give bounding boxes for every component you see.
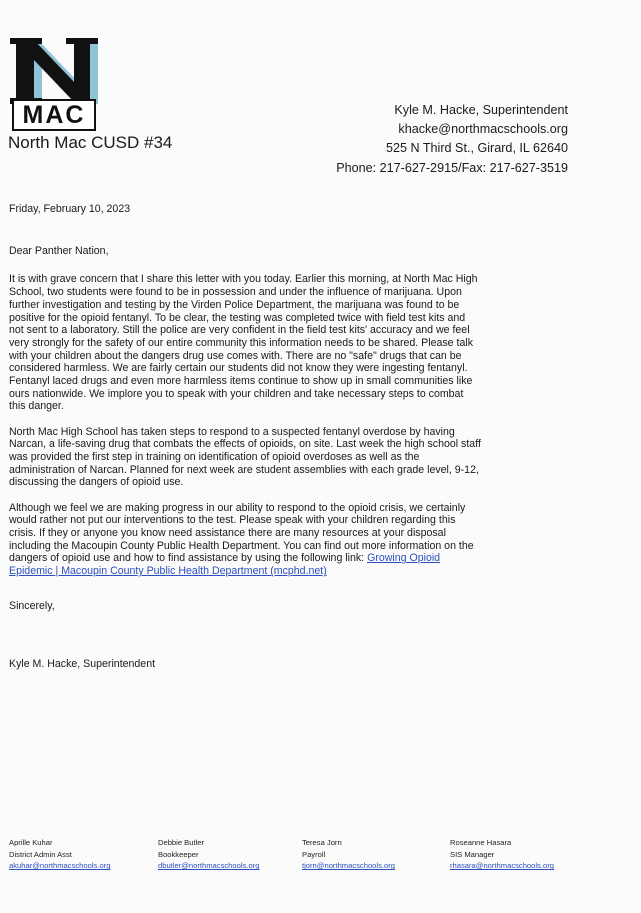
contact-address: 525 N Third St., Girard, IL 62640 [385, 141, 568, 156]
paragraph-line: further investigation and testing by the Virden Police Department, the marijuana was found to be [9, 298, 460, 311]
paragraph-line: discussing the dangers of opioid use. [9, 476, 184, 489]
logo-n-icon [10, 38, 106, 106]
staff-name: Roseanne Hasara [450, 838, 512, 847]
letter-signoff: Kyle M. Hacke, Superintendent [9, 657, 156, 670]
paragraph-line: was provided the first step in training on identification of opioid overdoses as well as the [9, 451, 420, 464]
paragraph-line: very strongly for the safety of our entire community this information needs to be shared. Please talk [9, 336, 473, 349]
letter-greeting: Dear Panther Nation, [9, 244, 109, 257]
paragraph-line: including the Macoupin County Public Health Department. You can find out more information on the [9, 539, 474, 552]
logo-mac-text: MAC [22, 101, 86, 129]
paragraph-2 [9, 426, 629, 490]
paragraph-line: with your children about the dangers drug use comes with. There are no "safe" drugs that can be [9, 349, 462, 362]
staff-title: Bookkeeper [158, 849, 199, 859]
staff-contact [158, 837, 259, 872]
letter-body [9, 203, 629, 670]
paragraph-line: North Mac High School has taken steps to respond to a suspected fentanyl overdose by having [9, 425, 455, 438]
paragraph-line [9, 565, 629, 578]
staff-email[interactable]: rhasara@northmacschools.org [450, 861, 554, 871]
staff-name: Teresa Jorn [302, 838, 342, 847]
paragraph-line: It is with grave concern that I share this letter with you today. Earlier this morning, at North Mac High [9, 273, 478, 286]
paragraph-3 [9, 502, 629, 578]
health-dept-link[interactable]: Growing Opioid [367, 552, 441, 565]
staff-title: Payroll [302, 849, 326, 859]
district-name: North Mac CUSD #34 [8, 133, 173, 152]
paragraph-line: would rather not put our interventions to the test. Please speak with your children regarding this [9, 514, 456, 527]
letter-date: Friday, February 10, 2023 [9, 203, 131, 215]
staff-footer [0, 837, 641, 887]
paragraph-line: Fentanyl laced drugs and even more harmless items continue to show up in small communities like [9, 375, 473, 388]
paragraph-line: positive for the opioid fentanyl. To be clear, the testing was completed twice with field test kits and [9, 311, 466, 324]
contact-superintendent: Kyle M. Hacke, Superintendent [394, 103, 568, 117]
letterhead-contact [336, 101, 568, 178]
paragraph-line: Although we feel we are making progress in our ability to respond to the opioid crisis, we certainly [9, 501, 466, 514]
staff-email[interactable]: dbutler@northmacschools.org [158, 861, 260, 871]
logo-mac-box [12, 99, 96, 131]
contact-phone-fax: Phone: 217-627-2915/Fax: 217-627-3519 [336, 160, 568, 175]
paragraph-line: Narcan, a life-saving drug that combats the effects of opioids, on site. Last week the high school staff [9, 438, 481, 451]
staff-email[interactable]: tjorn@northmacschools.org [302, 861, 395, 871]
paragraph-line: administration of Narcan. Planned for next week are student assemblies with each grade level, 9-12, [9, 463, 479, 476]
staff-contact [9, 837, 110, 872]
paragraph-line: considered harmless. We are fairly certain our students did not know they were ingesting fentanyl. [9, 362, 468, 375]
paragraph-1 [9, 273, 629, 413]
staff-email[interactable]: akuhar@northmacschools.org [9, 861, 111, 871]
staff-contact [302, 837, 395, 872]
link-line-prefix: dangers of opioid use and how to find assistance by using the following link: [9, 552, 368, 565]
paragraph-line: not sent to a laboratory. Still the police are very confident in the field test kits' accuracy and we feel [9, 324, 470, 337]
paragraph-line [9, 552, 629, 565]
staff-name: Debbie Butler [158, 838, 205, 847]
paragraph-line: this danger. [9, 400, 64, 413]
staff-name: Aprille Kuhar [9, 838, 53, 847]
contact-email: khacke@northmacschools.org [398, 122, 568, 137]
paragraph-line: School, two students were found to be in possession and under the influence of marijuana. Upon [9, 286, 462, 299]
staff-title: SIS Manager [450, 849, 495, 859]
staff-title: District Admin Asst [9, 849, 72, 859]
letter-closing: Sincerely, [9, 599, 55, 612]
paragraph-line: crisis. If they or anyone you know need assistance there are many resources at your disposal [9, 527, 446, 540]
staff-contact [450, 837, 554, 872]
paragraph-line: ours nationwide. We implore you to speak with your children and take necessary steps to combat [9, 387, 464, 400]
health-dept-link-continued[interactable]: Epidemic | Macoupin County Public Health Department (mcphd.net) [9, 565, 327, 578]
